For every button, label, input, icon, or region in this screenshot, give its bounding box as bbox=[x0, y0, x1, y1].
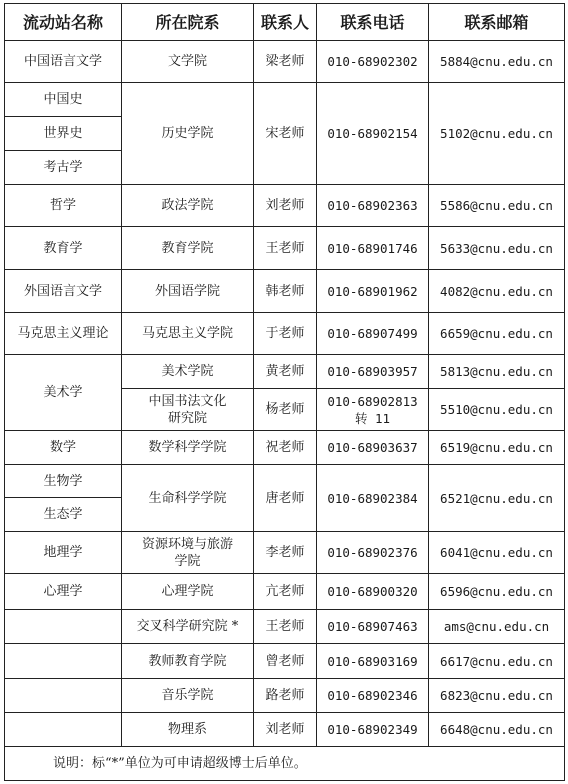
dept-name: 交叉科学研究院 * bbox=[122, 610, 254, 644]
station-name: 心理学 bbox=[5, 574, 122, 610]
contact-name: 祝老师 bbox=[254, 431, 317, 465]
dept-name: 历史学院 bbox=[122, 83, 254, 185]
station-name bbox=[5, 644, 122, 679]
email-address: 5510@cnu.edu.cn bbox=[429, 389, 565, 431]
header-dept: 所在院系 bbox=[122, 4, 254, 41]
header-email: 联系邮箱 bbox=[429, 4, 565, 41]
contact-name: 王老师 bbox=[254, 610, 317, 644]
dept-name-line2: 学院 bbox=[174, 553, 201, 569]
table-row bbox=[5, 41, 565, 83]
dept-name: 心理学院 bbox=[122, 574, 254, 610]
phone-number: 010-68902384 bbox=[317, 465, 429, 532]
station-name: 地理学 bbox=[5, 532, 122, 574]
station-name: 哲学 bbox=[5, 185, 122, 227]
email-address: 5586@cnu.edu.cn bbox=[429, 185, 565, 227]
email-address: 6648@cnu.edu.cn bbox=[429, 713, 565, 747]
email-address: 5102@cnu.edu.cn bbox=[429, 83, 565, 185]
email-address: 6596@cnu.edu.cn bbox=[429, 574, 565, 610]
contact-name: 黄老师 bbox=[254, 355, 317, 389]
station-name: 世界史 bbox=[5, 117, 122, 151]
phone-number: 010-68907499 bbox=[317, 313, 429, 355]
station-name bbox=[5, 679, 122, 713]
station-name: 中国语言文学 bbox=[5, 41, 122, 83]
dept-name: 数学科学学院 bbox=[122, 431, 254, 465]
table-header-row bbox=[5, 4, 565, 41]
contact-name: 唐老师 bbox=[254, 465, 317, 532]
station-name: 考古学 bbox=[5, 151, 122, 185]
phone-number: 010-68903169 bbox=[317, 644, 429, 679]
phone-number: 010-68900320 bbox=[317, 574, 429, 610]
contact-name: 亢老师 bbox=[254, 574, 317, 610]
table-row bbox=[5, 185, 565, 227]
email-address: 5813@cnu.edu.cn bbox=[429, 355, 565, 389]
contact-name: 杨老师 bbox=[254, 389, 317, 431]
table-row bbox=[5, 355, 565, 389]
table-row bbox=[5, 532, 565, 574]
phone-number: 010-68901962 bbox=[317, 270, 429, 313]
dept-name-line1: 资源环境与旅游 bbox=[141, 536, 233, 552]
contact-name: 韩老师 bbox=[254, 270, 317, 313]
phone-number-line1: 010-68902813 bbox=[327, 393, 418, 409]
table-row bbox=[5, 574, 565, 610]
table-note: 说明：标“*”单位为可申请超级博士后单位。 bbox=[5, 747, 565, 781]
table-row bbox=[5, 83, 565, 117]
phone-number: 010-68902376 bbox=[317, 532, 429, 574]
phone-number: 010-68902363 bbox=[317, 185, 429, 227]
station-name bbox=[5, 713, 122, 747]
station-name: 教育学 bbox=[5, 227, 122, 270]
phone-number: 010-68902349 bbox=[317, 713, 429, 747]
contact-name: 路老师 bbox=[254, 679, 317, 713]
table-row bbox=[5, 431, 565, 465]
dept-name bbox=[122, 532, 254, 574]
table-row bbox=[5, 679, 565, 713]
contact-name: 李老师 bbox=[254, 532, 317, 574]
dept-name bbox=[122, 389, 254, 431]
dept-name: 音乐学院 bbox=[122, 679, 254, 713]
email-address: 6519@cnu.edu.cn bbox=[429, 431, 565, 465]
table-row bbox=[5, 227, 565, 270]
station-name: 中国史 bbox=[5, 83, 122, 117]
header-phone: 联系电话 bbox=[317, 4, 429, 41]
phone-number: 010-68902302 bbox=[317, 41, 429, 83]
phone-extension: 转 11 bbox=[354, 410, 391, 426]
header-station: 流动站名称 bbox=[5, 4, 122, 41]
station-name: 外国语言文学 bbox=[5, 270, 122, 313]
station-contact-table bbox=[4, 3, 565, 781]
table-row bbox=[5, 610, 565, 644]
dept-name: 美术学院 bbox=[122, 355, 254, 389]
station-name: 数学 bbox=[5, 431, 122, 465]
table-row bbox=[5, 713, 565, 747]
contact-name: 于老师 bbox=[254, 313, 317, 355]
phone-number: 010-68903637 bbox=[317, 431, 429, 465]
email-address: 6617@cnu.edu.cn bbox=[429, 644, 565, 679]
table-row bbox=[5, 270, 565, 313]
station-name: 美术学 bbox=[5, 355, 122, 431]
email-address: 6521@cnu.edu.cn bbox=[429, 465, 565, 532]
email-address: 6041@cnu.edu.cn bbox=[429, 532, 565, 574]
header-contact: 联系人 bbox=[254, 4, 317, 41]
email-address: 5884@cnu.edu.cn bbox=[429, 41, 565, 83]
contact-name: 刘老师 bbox=[254, 185, 317, 227]
contact-name: 梁老师 bbox=[254, 41, 317, 83]
email-address: 4082@cnu.edu.cn bbox=[429, 270, 565, 313]
contact-name: 刘老师 bbox=[254, 713, 317, 747]
dept-name-line2: 研究院 bbox=[167, 410, 207, 426]
email-address: 5633@cnu.edu.cn bbox=[429, 227, 565, 270]
phone-number: 010-68902346 bbox=[317, 679, 429, 713]
phone-number: 010-68901746 bbox=[317, 227, 429, 270]
station-name: 生态学 bbox=[5, 498, 122, 532]
dept-name: 教师教育学院 bbox=[122, 644, 254, 679]
contact-name: 曾老师 bbox=[254, 644, 317, 679]
dept-name: 政法学院 bbox=[122, 185, 254, 227]
table-note-row bbox=[5, 747, 565, 781]
phone-number: 010-68907463 bbox=[317, 610, 429, 644]
email-address: 6823@cnu.edu.cn bbox=[429, 679, 565, 713]
table-row bbox=[5, 465, 565, 498]
dept-name: 马克思主义学院 bbox=[122, 313, 254, 355]
email-address: 6659@cnu.edu.cn bbox=[429, 313, 565, 355]
dept-name-line1: 中国书法文化 bbox=[148, 393, 227, 409]
table-row bbox=[5, 644, 565, 679]
phone-number: 010-68903957 bbox=[317, 355, 429, 389]
station-name: 马克思主义理论 bbox=[5, 313, 122, 355]
dept-name: 文学院 bbox=[122, 41, 254, 83]
dept-name: 生命科学学院 bbox=[122, 465, 254, 532]
station-name bbox=[5, 610, 122, 644]
contact-name: 王老师 bbox=[254, 227, 317, 270]
phone-number: 010-68902154 bbox=[317, 83, 429, 185]
contact-name: 宋老师 bbox=[254, 83, 317, 185]
table-row bbox=[5, 313, 565, 355]
dept-name: 物理系 bbox=[122, 713, 254, 747]
station-name: 生物学 bbox=[5, 465, 122, 498]
phone-number bbox=[317, 389, 429, 431]
dept-name: 教育学院 bbox=[122, 227, 254, 270]
email-address: ams@cnu.edu.cn bbox=[429, 610, 565, 644]
dept-name: 外国语学院 bbox=[122, 270, 254, 313]
